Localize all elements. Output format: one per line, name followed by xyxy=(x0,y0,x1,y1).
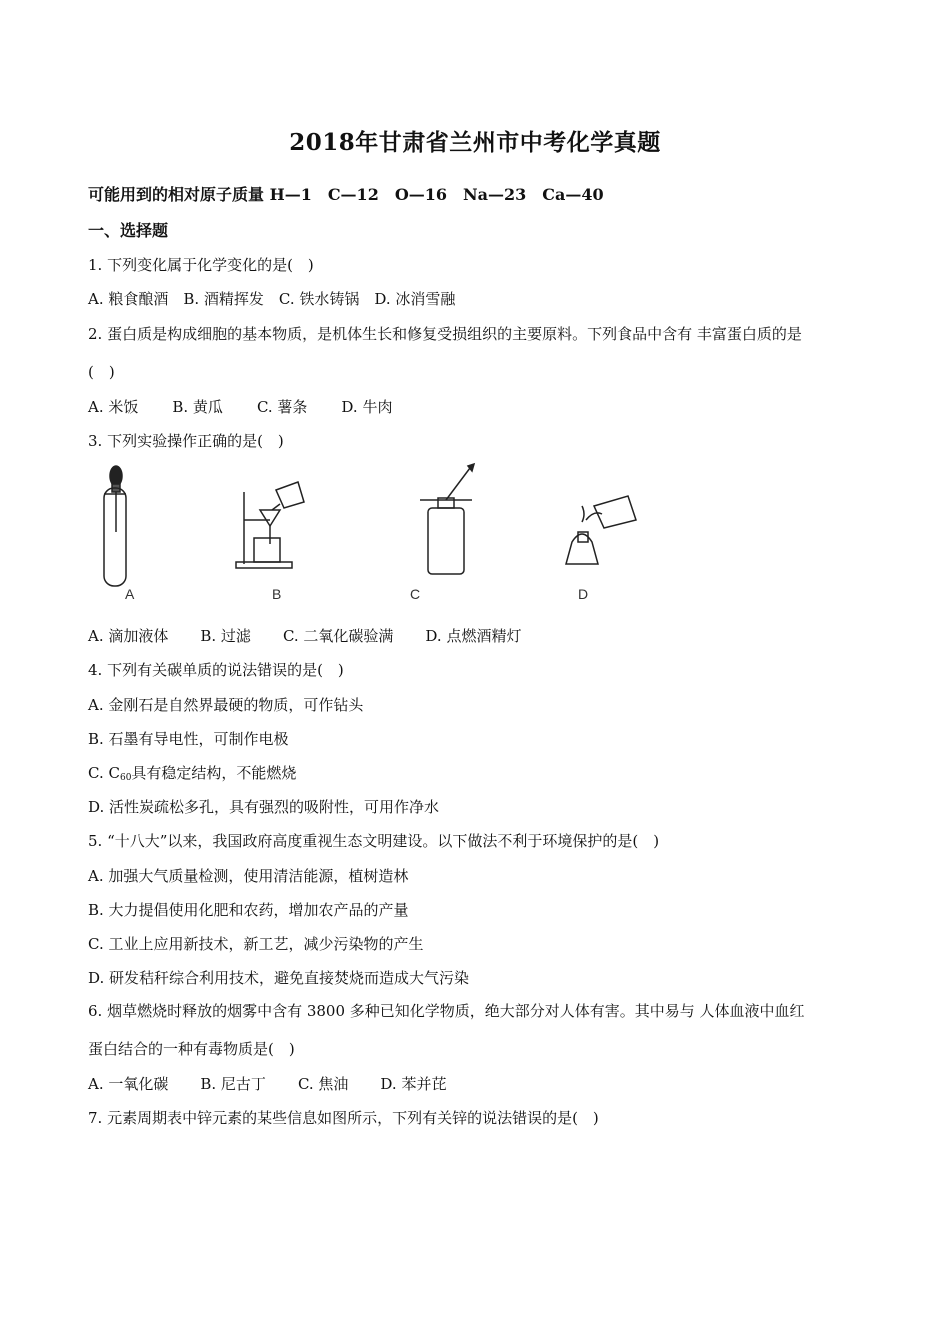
option-c: C. 焦油 xyxy=(297,1075,349,1093)
question-4-option-b: B. 石墨有导电性，可制作电极 xyxy=(88,730,289,748)
figure-label-c: C xyxy=(410,586,421,602)
option-d: D. 牛肉 xyxy=(341,398,393,416)
option-b: B. 过滤 xyxy=(200,627,251,645)
question-5-option-c: C. 工业上应用新技术，新工艺，减少污染物的产生 xyxy=(88,935,424,953)
question-6-stem: 6. 烟草燃烧时释放的烟雾中含有 3800 多种已知化学物质，绝大部分对人体有害。其中易与 人体血液中血红 xyxy=(88,1002,805,1020)
figure-label-d: D xyxy=(578,586,589,602)
question-4-option-a: A. 金刚石是自然界最硬的物质，可作钻头 xyxy=(88,696,364,714)
question-1-options: A. 粮食酿酒 B. 酒精挥发 C. 铁水铸锅 D. 冰消雪融 xyxy=(88,290,456,308)
figure-label-a: A xyxy=(125,586,135,602)
section-heading: 一、选择题 xyxy=(88,221,169,240)
option-a: A. 米饭 xyxy=(88,398,139,416)
option-d: D. 苯并芘 xyxy=(380,1075,447,1093)
question-1-stem: 1. 下列变化属于化学变化的是( ) xyxy=(88,256,314,274)
option-b: B. 尼古丁 xyxy=(200,1075,266,1093)
question-4-option-d: D. 活性炭疏松多孔，具有强烈的吸附性，可用作净水 xyxy=(88,798,440,816)
option-c-suffix: 具有稳定结构，不能燃烧 xyxy=(131,764,297,782)
question-3-stem: 3. 下列实验操作正确的是( ) xyxy=(88,432,284,450)
question-7-stem: 7. 元素周期表中锌元素的某些信息如图所示，下列有关锌的说法错误的是( ) xyxy=(88,1109,599,1127)
question-2-options xyxy=(88,396,392,417)
question-6-stem-cont: 蛋白结合的一种有毒物质是( ) xyxy=(88,1040,295,1058)
dropper-test-tube-illustration xyxy=(104,466,126,586)
question-4-stem: 4. 下列有关碳单质的说法错误的是( ) xyxy=(88,661,344,679)
question-6-options xyxy=(88,1073,446,1094)
question-5-option-a: A. 加强大气质量检测，使用清洁能源，植树造林 xyxy=(88,867,409,885)
question-5-option-b: B. 大力提倡使用化肥和农药，增加农产品的产量 xyxy=(88,901,409,919)
question-4-option-c xyxy=(88,762,296,783)
question-5-option-d: D. 研发秸秆综合利用技术，避免直接焚烧而造成大气污染 xyxy=(88,969,470,987)
alcohol-lamp-illustration xyxy=(566,496,636,564)
option-d: D. 点燃酒精灯 xyxy=(425,627,522,645)
question-2-stem-cont: ( ) xyxy=(88,363,115,381)
option-c: C. 二氧化碳验满 xyxy=(282,627,394,645)
option-b: B. 黄瓜 xyxy=(172,398,223,416)
question-2-stem: 2. 蛋白质是构成细胞的基本物质，是机体生长和修复受损组织的主要原料。下列食品中含有 丰富蛋白质的是 xyxy=(88,325,802,343)
figure-label-b: B xyxy=(272,586,282,602)
question-5-stem: 5. “十八大”以来，我国政府高度重视生态文明建设。以下做法不利于环境保护的是( ) xyxy=(88,832,660,850)
lab-operations-figure xyxy=(94,462,654,612)
option-c: C. 薯条 xyxy=(256,398,308,416)
option-a: A. 滴加液体 xyxy=(88,627,169,645)
gas-bottle-illustration xyxy=(420,464,474,574)
c60-subscript: 60 xyxy=(119,773,132,783)
option-a: A. 一氧化碳 xyxy=(88,1075,169,1093)
question-3-options xyxy=(88,625,521,646)
page-title: 2018年甘肃省兰州市中考化学真题 xyxy=(289,129,661,156)
filtration-illustration xyxy=(236,482,304,568)
option-c-prefix: C. C xyxy=(88,764,120,782)
atomic-mass-line: 可能用到的相对原子质量 H—1 C—12 O—16 Na—23 Ca—40 xyxy=(88,185,604,204)
